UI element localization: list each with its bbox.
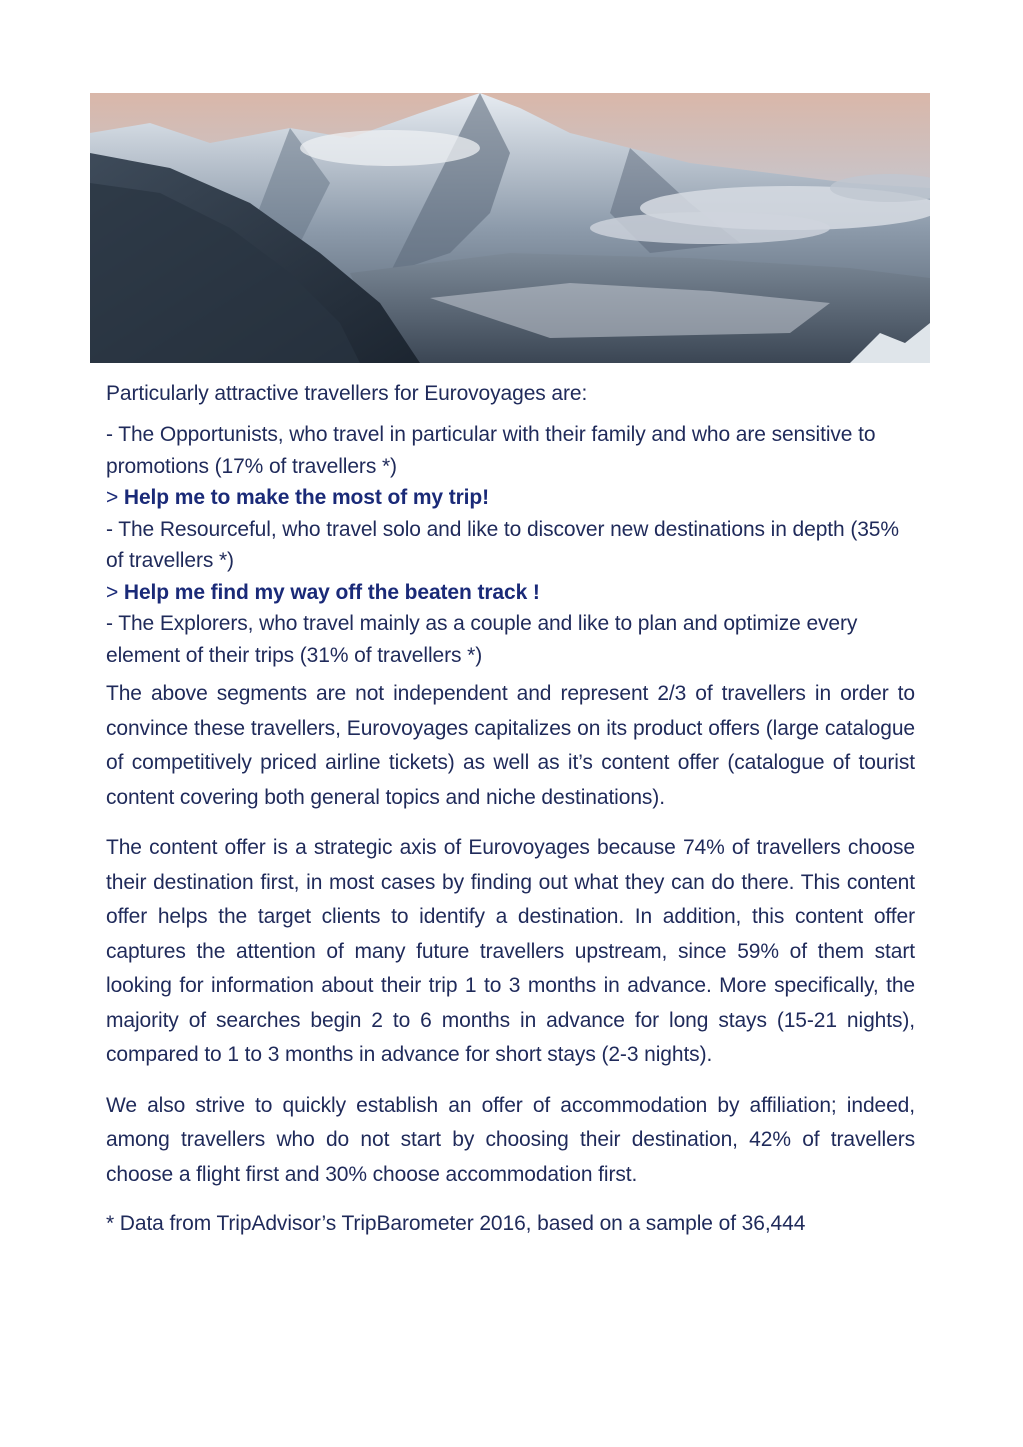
paragraph-segments-summary: The above segments are not independent and represent 2/3 of travellers in order to convince these travellers, Eurovoyages capitalizes on its product offers (large catalogue of competitively priced airline tickets) as well as it’s content offer (catalogue of tourist content covering both general topics and niche destinations). (106, 682, 915, 809)
intro-text: Particularly attractive travellers for Eurovoyages are: (106, 382, 588, 405)
paragraph-content-offer: The content offer is a strategic axis of Eurovoyages because 74% of travellers choose their destination first, in most cases by finding out what they can do there. This content offer helps the target clients to identify a destination. In addition, this content offer captures the attention of many future travellers upstream, since 59% of them start looking for information about their trip 1 to 3 months in advance. More specifically, the majority of searches begin 2 to 6 months in advance for long stays (15-21 nights), compared to 1 to 3 months in advance for short stays (2-3 nights). (106, 836, 915, 1066)
cta-resourceful (106, 577, 915, 609)
document-body (106, 378, 915, 1239)
cta-prefix: > (106, 580, 124, 604)
cta-text: Help me to make the most of my trip! (123, 486, 490, 509)
segment-resourceful: - The Resourceful, who travel solo and like to discover new destinations in depth (35% of travellers *) (106, 517, 899, 572)
cta-prefix: > (106, 486, 124, 509)
footnote: * Data from TripAdvisor’s TripBarometer 2016, based on a sample of 36,444 (106, 1212, 806, 1235)
segment-opportunists: - The Opportunists, who travel in particular with their family and who are sensitive to promotions (17% of travellers *) (106, 423, 876, 478)
cta-opportunists (106, 482, 915, 514)
segment-explorers: - The Explorers, who travel mainly as a couple and like to plan and optimize every element of their trips (31% of travellers *) (106, 612, 858, 667)
cta-text: Help me find my way off the beaten track ! (123, 580, 540, 604)
mountain-landscape-photo (90, 93, 930, 363)
paragraph-accommodation: We also strive to quickly establish an offer of accommodation by affiliation; indeed, among travellers who do not start by choosing their destination, 42% of travellers choose a flight first and 30% choose accommodation first. (106, 1093, 915, 1186)
